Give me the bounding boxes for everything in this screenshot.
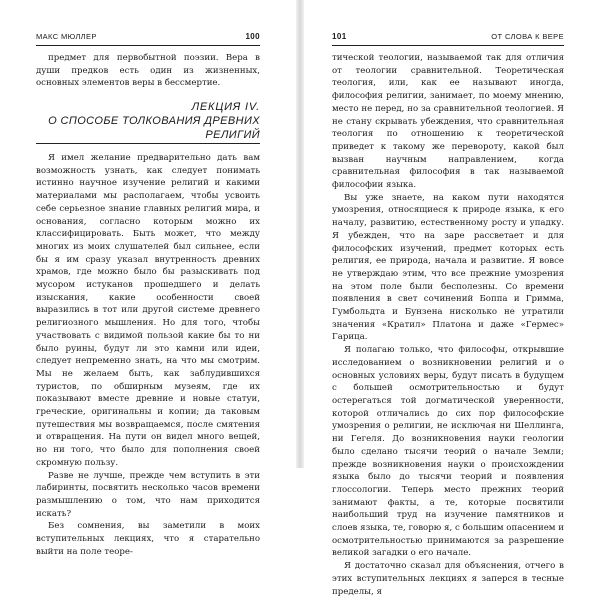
top-paragraph — [36, 52, 260, 90]
paragraph: Разве не лучше, прежде чем вступить в эти лабиринты, посвятить несколько часов времени размышлению о том, что нам приходится искать? — [36, 470, 260, 519]
paragraph: Я имел желание предварительно дать вам возможность узнать, как следует понимать истинно научное изучение религий и какими материалами мы располагаем, чтобы усвоить себе серьезное знание главных религий мира, и основания, согласно которым можно их классифицировать. Быть может, что между многих из моих слушателей был сильнее, если бы я им сразу указал внутренность древних храмов, где можно было бы разыскивать под мусором истуканов прошедшего и делать изыскания, какие особенности своей выразились в тот или другой системе древнего религиозного мышления. Но для того, чтобы участвовать с видимой пользой какие бы то ни было руины, будут ли это камни или идеи, следует непременно знать, на что мы смотрим. Мы не желаем быть, как заблудившихся туристов, по обширным музеям, где их показывают вместе древние и новые статуи, греческие, оригинальны и копии; да таковым путешествия мы возвращаемся, после смятения и отвращения. На пути он видел много вещей, но ни того, что было для пополнения своей скромную пользу. — [36, 153, 260, 468]
paragraph: Я полагаю только, что философы, открывшие исследованием о возникновении религий и о основных условиях веры, будут писать в будущем с большей осмотрительностью и будут остерегаться той догматической уверенности, которой отличались до сих пор философские умозрения о религии, не исключая ни Шеллинга, ни Гегеля. До возникновения науки геологии было сделано тысячи теорий о начале Земли; прежде возникновения науки о происхождении языка было до тысячи теорий и появления глоссологии. Теперь место прежних теорий занимают факты, а те, которые посвятили наибольший труд на изучение памятников и слоев языка, те, говорю я, с большим опасением и осмотрительностью принимаются за разрешение великой загадки о его начале. — [332, 345, 564, 559]
chapter-number: ЛЕКЦИЯ IV. — [191, 101, 260, 113]
running-title-left: МАКС МЮЛЛЕР — [36, 32, 97, 41]
right-body-text — [332, 52, 564, 598]
header-rule-left — [36, 45, 260, 46]
left-page — [0, 0, 296, 557]
page-number-right: 101 — [332, 32, 347, 41]
running-title-right: ОТ СЛОВА К ВЕРЕ — [491, 32, 564, 41]
paragraph: Без сомнения, вы заметили в моих вступительных лекциях, что я старательно выйти на поле теоре- — [36, 521, 260, 557]
right-page — [304, 0, 600, 597]
paragraph: Вы уже знаете, на каком пути находятся умозрения, относящиеся к природе языка, к его началу, развитию, естественному росту и упадку. Я убежден, что на заре рассветает и для философских изучений, предмет которых есть религия, ее природа, начала и развитие. Я вовсе не утверждаю этим, что все прежние умозрения на этом поле были бесполезны. Со времени появления в свет сочинений Боппа и Гримма, Гумбольдта и Бунзена нисколько не утратили значения «Кратил» Платона и даже «Гермес» Гарица. — [332, 192, 564, 343]
chapter-heading — [36, 100, 260, 144]
left-body-text — [36, 152, 260, 559]
paragraph-intro: предмет для первобытной поэзии. Вера в души предков есть один из жизненных, основных элементов веры в бессмертие. — [36, 53, 260, 89]
header-rule-right — [332, 45, 564, 46]
paragraph: тической теологии, называемой так для отличия от теологии сравнительной. Теоретическая теология, или, как ее называют иногда, философия религии, занимает, по моему мнению, место не перед, но за сравнительной теологией. Я не стану скрывать убеждения, что сравнительная теология по отношению к теоретической приведет к такому же перевороту, какой был вызван научным направлением, когда сравнительная философия в так называемой философии языка. — [332, 53, 564, 191]
book-gutter — [296, 0, 304, 468]
page-number-left: 100 — [245, 32, 260, 41]
chapter-title: О СПОСОБЕ ТОЛКОВАНИЯ ДРЕВНИХ РЕЛИГИЙ — [36, 114, 260, 144]
paragraph: Я достаточно сказал для объяснения, отчего в этих вступительных лекциях я заперся в тесные пределы, я — [332, 561, 564, 597]
